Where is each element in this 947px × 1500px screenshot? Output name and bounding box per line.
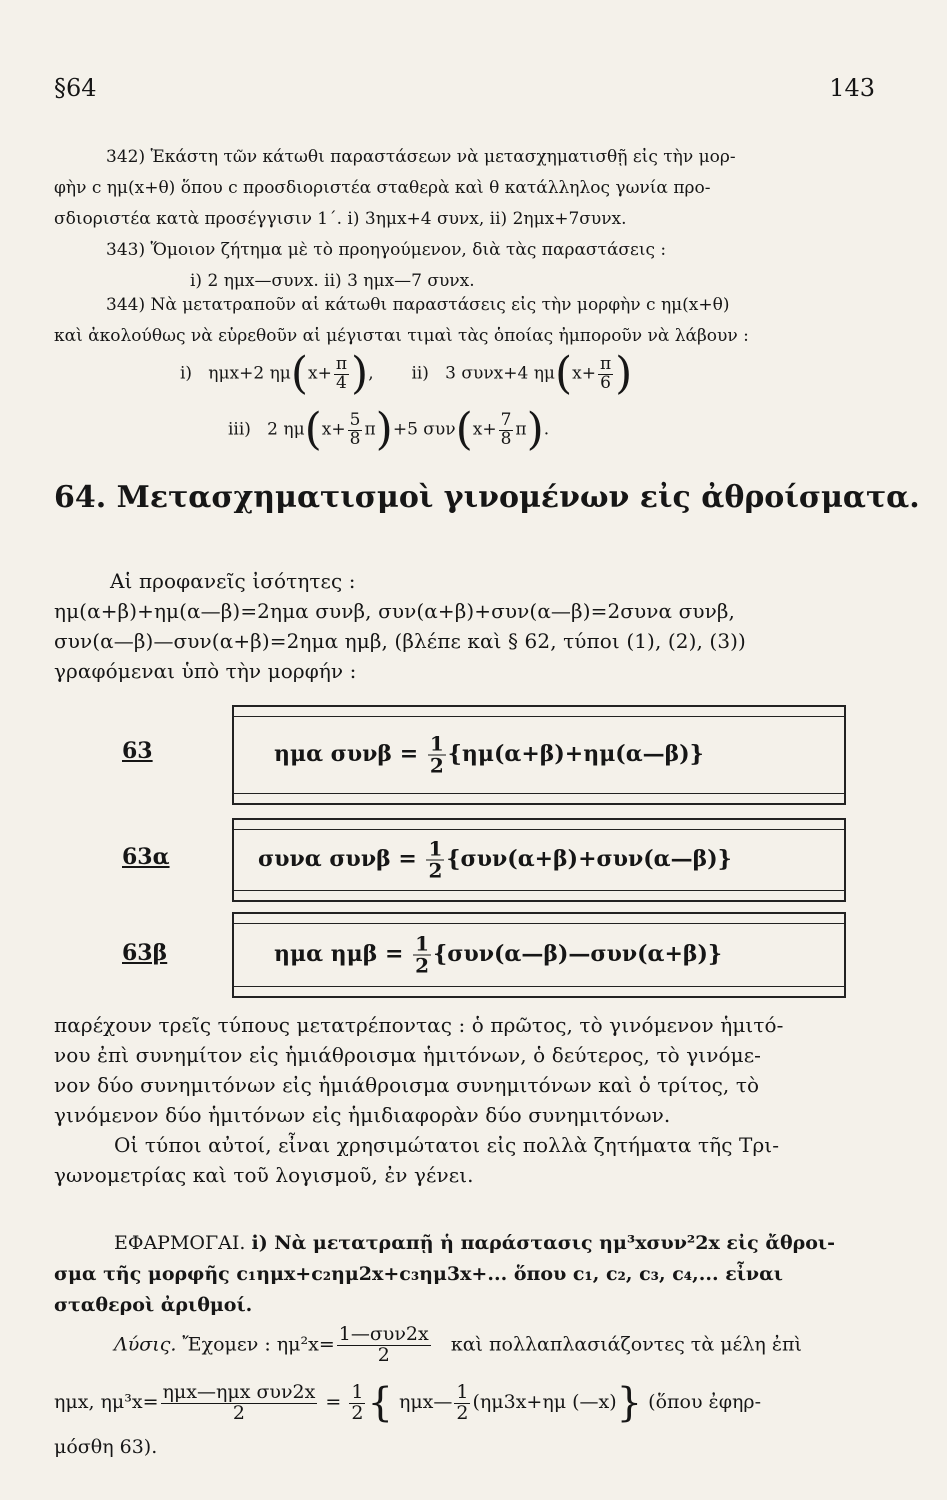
numerator: 1: [428, 836, 443, 861]
denominator: 4: [336, 372, 347, 393]
fraction: [348, 409, 363, 449]
denominator: 2: [429, 753, 444, 778]
numerator: π: [599, 353, 612, 374]
text-line: σδιοριστέα κατὰ προσέγγισιν 1΄. i) 3ημx+4 συνx, ii) 2ημx+7συνx.: [54, 209, 627, 229]
fraction: [598, 353, 613, 393]
text-line: νον δύο συνημιτόνων εἰς ἡμιάθροισμα συνημιτόνων καὶ ὁ τρίτος, τὸ: [54, 1073, 760, 1097]
numerator: 1: [429, 731, 444, 756]
punctuation: .: [543, 419, 550, 440]
text-line: i) 2 ημx—συνx. ii) 3 ημx—7 συνx.: [190, 271, 475, 291]
applications-block: [54, 1228, 886, 1321]
solution-line-3: μόσθη 63).: [54, 1436, 158, 1458]
text-line: γραφόμεναι ὑπὸ τὴν μορφήν :: [54, 659, 357, 683]
section-ref: §64: [54, 74, 97, 102]
exercise-344: [54, 290, 879, 352]
expression-text: π: [515, 419, 527, 440]
expression-text: x+: [572, 363, 596, 384]
formula-lhs: συνα συνβ =: [258, 846, 417, 872]
text-line: 343) Ὅμοιον ζήτημα μὲ τὸ προηγούμενον, διὰ τὰς παραστάσεις :: [106, 240, 667, 260]
text-line: νου ἐπὶ συνημίτον εἰς ἡμιάθροισμα ἡμιτόνων, ὁ δεύτερος, τὸ γινόμε-: [54, 1043, 762, 1067]
exercise-342: [54, 142, 879, 235]
denominator: 8: [349, 428, 361, 449]
expression-row-2: iii) 2 ημ(x+ $\frac{5}{8}$ π)+5 συν(x+ $\frac{7}{8}$ π).: [228, 404, 550, 455]
expression-text: (ὅπου ἐφηρ-: [648, 1391, 762, 1413]
text-line: Οἱ τύποι αὐτοί, εἶναι χρησιμώτατοι εἰς πολλὰ ζητήματα τῆς Τρι-: [114, 1133, 780, 1157]
expression-text: 2 ημ: [267, 419, 305, 440]
item-label: ii): [411, 363, 429, 384]
numerator: 1: [415, 931, 430, 956]
text-line: 344) Νὰ μετατραποῦν αἱ κάτωθι παραστάσεις εἰς τὴν μορφὴν c ημ(x+θ): [106, 295, 730, 315]
expression-text: x+: [472, 419, 497, 440]
text-line: φὴν c ημ(x+θ) ὅπου c προσδιοριστέα σταθερὰ καὶ θ κατάλληλος γωνία προ-: [54, 178, 711, 198]
numerator: ημx—ημx συν2x: [162, 1380, 316, 1403]
denominator: 2: [415, 953, 430, 978]
intro-text: [54, 566, 882, 686]
fraction: [428, 731, 446, 778]
expression-text: ημx+2 ημ: [208, 363, 291, 384]
denominator: 2: [351, 1401, 364, 1424]
expression-text: Ἔχομεν : ημ²x=: [182, 1333, 335, 1356]
page-header: [54, 74, 875, 108]
expression-text: x+: [308, 363, 332, 384]
formula-label: 63α: [122, 844, 170, 870]
page-number: 143: [829, 74, 875, 102]
expression-text: καὶ πολλαπλασιάζοντες τὰ μέλη ἐπὶ: [450, 1333, 802, 1356]
text-line: [54, 1228, 886, 1259]
item-label: i): [180, 363, 193, 384]
numerator: 1: [456, 1380, 469, 1403]
text-line: σταθεροὶ ἀριθμοί.: [54, 1294, 253, 1316]
numerator: 1: [351, 1380, 364, 1403]
expression-row-1: i) ημx+2 ημ(x+ $\frac{\pi}{4}$ ), ii) 3 συνx+4 ημ(x+ $\frac{\pi}{6}$ ): [180, 348, 633, 399]
formula-expression: [274, 731, 704, 778]
formula-label: 63β: [122, 940, 168, 966]
fraction: [413, 931, 431, 978]
numerator: 7: [500, 409, 512, 430]
text-line: παρέχουν τρεῖς τύπους μετατρέποντας : ὁ πρῶτος, τὸ γινόμενον ἡμιτό-: [54, 1013, 784, 1037]
formula-rhs: {συν(α—β)—συν(α+β)}: [433, 941, 723, 967]
denominator: 2: [428, 858, 443, 883]
formula-lhs: ημα συνβ =: [274, 741, 419, 767]
denominator: 2: [232, 1401, 245, 1424]
formula-63: [54, 705, 894, 805]
formula-rhs: {ημ(α+β)+ημ(α—β)}: [447, 741, 704, 767]
solution-line-2: ημx, ημ³x= $\frac{\text{ημx—ημx συν2x}}{2}$ = $\frac{1}{2}$ { ημx— $\frac{1}{2}$ (ημ3x+ημ (—x)} (ὅπου ἐφηρ-: [54, 1380, 762, 1426]
text-line: σμα τῆς μορφῆς c₁ημx+c₂ημ2x+c₃ημ3x+... ὅπου c₁, c₂, c₃, c₄,... εἶναι: [54, 1263, 783, 1285]
expression-text: +5 συν: [392, 419, 456, 440]
fraction: [499, 409, 514, 449]
punctuation: ,: [368, 363, 374, 384]
exercise-343: [54, 235, 879, 297]
text-line: ημ(α+β)+ημ(α—β)=2ημα συνβ, συν(α+β)+συν(α—β)=2συνα συνβ,: [54, 599, 735, 623]
applications-line: i) Νὰ μετατραπῇ ἡ παράστασις ημ³xσυν²2x εἰς ἄθροι-: [251, 1232, 836, 1254]
expression-text: =: [325, 1391, 342, 1413]
expression-text: ημx—: [398, 1391, 453, 1413]
expression-text: π: [364, 419, 376, 440]
formula-rhs: {συν(α+β)+συν(α—β)}: [446, 846, 732, 872]
formula-frame: [232, 705, 846, 805]
fraction: [337, 1325, 431, 1366]
formula-frame: [232, 912, 846, 998]
fraction: [334, 353, 349, 393]
solution-label: Λύσις.: [114, 1333, 177, 1356]
expression-text: x+: [321, 419, 346, 440]
item-label: iii): [228, 419, 251, 440]
formula-63b: [54, 912, 894, 998]
numerator: π: [335, 353, 348, 374]
denominator: 2: [377, 1343, 390, 1366]
formula-label: 63: [122, 738, 153, 764]
fraction: [454, 1380, 470, 1424]
formula-63a: [54, 818, 894, 902]
expression-text: (ημ3x+ημ (—x): [472, 1391, 617, 1413]
denominator: 6: [600, 372, 611, 393]
numerator: 1—συν2x: [338, 1323, 429, 1345]
formula-expression: [274, 931, 723, 978]
explanation-text: [54, 1010, 882, 1190]
fraction: [349, 1380, 365, 1424]
text-line: Αἱ προφανεῖς ἰσότητες :: [110, 569, 356, 593]
expression-text: 3 συνx+4 ημ: [445, 363, 555, 384]
expression-text: ημx, ημ³x=: [54, 1391, 159, 1413]
denominator: 2: [456, 1401, 469, 1424]
text-line: καὶ ἀκολούθως νὰ εὑρεθοῦν αἱ μέγισται τιμαὶ τὰς ὁποίας ἠμποροῦν νὰ λάβουν :: [54, 326, 749, 346]
formula-frame: [232, 818, 846, 902]
fraction: [426, 836, 444, 883]
solution-line-1: [114, 1325, 802, 1366]
text-line: 342) Ἑκάστη τῶν κάτωθι παραστάσεων νὰ μετασχηματισθῇ εἰς τὴν μορ-: [106, 147, 736, 167]
fraction: [161, 1380, 318, 1424]
applications-label: ΕΦΑΡΜΟΓΑΙ.: [114, 1232, 246, 1254]
text-line: γινόμενον δύο ἡμιτόνων εἰς ἡμιδιαφορὰν δύο συνημιτόνων.: [54, 1103, 671, 1127]
formula-lhs: ημα ημβ =: [274, 941, 404, 967]
formula-expression: [258, 836, 732, 883]
denominator: 8: [500, 428, 512, 449]
numerator: 5: [349, 409, 361, 430]
section-title: 64. Μετασχηματισμοὶ γινομένων εἰς ἀθροίσματα.: [54, 480, 920, 515]
text-line: γωνομετρίας καὶ τοῦ λογισμοῦ, ἐν γένει.: [54, 1163, 474, 1187]
text-line: συν(α—β)—συν(α+β)=2ημα ημβ, (βλέπε καὶ § 62, τύποι (1), (2), (3)): [54, 629, 746, 653]
